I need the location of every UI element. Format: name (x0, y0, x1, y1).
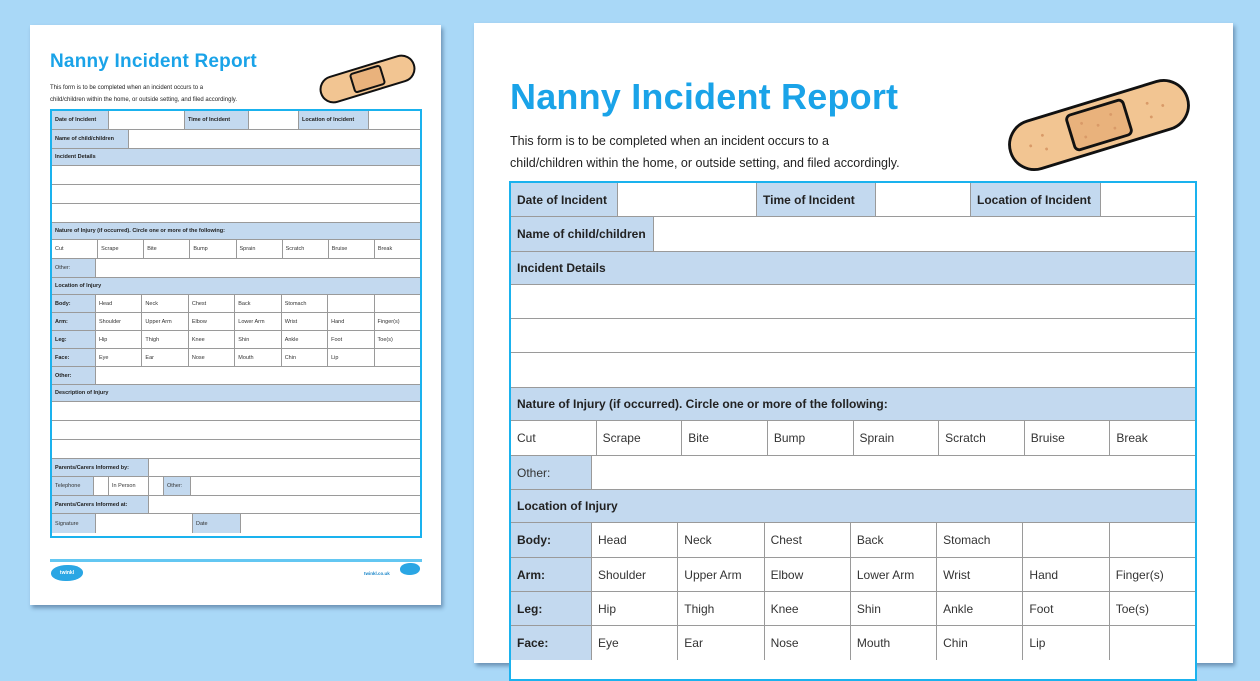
date-of-incident-field[interactable] (109, 111, 185, 129)
location-part[interactable]: Knee (765, 592, 851, 625)
location-part[interactable]: Head (592, 523, 678, 557)
location-part[interactable]: Back (851, 523, 937, 557)
nature-of-injury-header: Nature of Injury (if occurred). Circle one or more of the following: (511, 388, 1195, 420)
injury-option[interactable]: Bruise (329, 240, 375, 258)
injury-option[interactable]: Bruise (1025, 421, 1111, 455)
time-of-incident-label: Time of Incident (185, 111, 249, 129)
location-part[interactable]: Thigh (142, 331, 188, 348)
location-part[interactable]: Stomach (937, 523, 1023, 557)
location-row-label: Face: (511, 626, 592, 660)
location-other-field[interactable] (96, 367, 420, 384)
location-of-incident-label: Location of Incident (299, 111, 369, 129)
location-part[interactable]: Elbow (189, 313, 235, 330)
injury-option[interactable]: Break (377, 246, 393, 252)
location-part[interactable]: Mouth (235, 349, 281, 366)
intro-line-1: This form is to be completed when an incident occurs to a (50, 85, 204, 91)
telephone-checkbox[interactable] (94, 477, 109, 495)
location-part[interactable]: Back (235, 295, 281, 312)
plaster-icon (315, 53, 420, 105)
injury-option[interactable]: Cut (52, 240, 98, 258)
location-of-incident-field[interactable] (1101, 183, 1195, 216)
location-part[interactable]: Lower Arm (851, 558, 937, 591)
time-of-incident-field[interactable] (876, 183, 971, 216)
location-row-label: Leg: (52, 331, 96, 348)
location-part[interactable]: Hand (328, 313, 374, 330)
location-of-injury-header: Location of Injury (511, 490, 1195, 522)
incident-form (50, 109, 422, 538)
incident-details-line[interactable] (52, 204, 420, 222)
location-part[interactable]: Toe(s) (1115, 601, 1150, 616)
description-header: Description of Injury (52, 385, 420, 401)
injury-option[interactable]: Scrape (98, 240, 144, 258)
location-part[interactable]: Ankle (937, 592, 1023, 625)
location-part[interactable]: Shoulder (592, 558, 678, 591)
injury-option[interactable]: Bump (190, 240, 236, 258)
informed-at-label: Parents/Carers Informed at: (52, 496, 149, 513)
location-part[interactable]: Nose (189, 349, 235, 366)
location-part[interactable]: Finger(s) (1115, 567, 1164, 582)
location-part[interactable]: Stomach (282, 295, 328, 312)
informed-other-label: Other: (164, 477, 191, 495)
page-title: Nanny Incident Report (510, 76, 899, 117)
incident-details-line[interactable] (511, 285, 1195, 318)
location-part[interactable]: Nose (765, 626, 851, 660)
location-part[interactable]: Ear (678, 626, 764, 660)
injury-option[interactable]: Break (1116, 431, 1148, 445)
incident-details-line[interactable] (511, 319, 1195, 352)
location-part[interactable]: Thigh (678, 592, 764, 625)
location-part[interactable]: Knee (189, 331, 235, 348)
location-part[interactable]: Neck (142, 295, 188, 312)
in-person-label: In Person (109, 477, 149, 495)
description-line[interactable] (52, 421, 420, 439)
time-of-incident-field[interactable] (249, 111, 299, 129)
date-field[interactable] (241, 514, 420, 533)
location-row-label: Face: (52, 349, 96, 366)
injury-other-field[interactable] (96, 259, 420, 277)
nature-of-injury-header: Nature of Injury (if occurred). Circle one or more of the following: (52, 223, 420, 239)
location-part[interactable] (1110, 626, 1195, 660)
location-part[interactable]: Chest (189, 295, 235, 312)
in-person-checkbox[interactable] (149, 477, 164, 495)
location-of-incident-label: Location of Incident (971, 183, 1101, 216)
location-part[interactable]: Chest (765, 523, 851, 557)
location-part[interactable]: Mouth (851, 626, 937, 660)
location-part[interactable] (375, 349, 420, 366)
location-part[interactable]: Shin (235, 331, 281, 348)
location-part[interactable]: Lower Arm (235, 313, 281, 330)
injury-other-label: Other: (511, 456, 592, 489)
intro-text (510, 130, 950, 174)
location-part[interactable]: Ankle (282, 331, 328, 348)
location-part[interactable]: Upper Arm (142, 313, 188, 330)
informed-other-field[interactable] (191, 477, 420, 495)
child-name-field[interactable] (654, 217, 1195, 251)
incident-details-line[interactable] (52, 166, 420, 184)
location-part[interactable]: Neck (678, 523, 764, 557)
incident-details-header: Incident Details (511, 252, 1195, 284)
time-of-incident-label: Time of Incident (757, 183, 876, 216)
date-of-incident-label: Date of Incident (511, 183, 618, 216)
injury-option[interactable]: Scratch (939, 421, 1025, 455)
injury-option[interactable]: Cut (511, 421, 597, 455)
document-preview-zoomed (474, 23, 1233, 663)
injury-option[interactable]: Sprain (237, 240, 283, 258)
location-part[interactable]: Toe(s) (377, 336, 393, 343)
location-row-label: Body: (52, 295, 96, 312)
location-part[interactable] (1110, 523, 1195, 557)
injury-other-field[interactable] (592, 456, 1195, 489)
injury-option[interactable]: Scrape (597, 421, 683, 455)
injury-option[interactable]: Bite (682, 421, 768, 455)
location-part[interactable]: Foot (328, 331, 374, 348)
plaster-icon (999, 75, 1199, 175)
intro-text (50, 82, 290, 106)
incident-details-line[interactable] (52, 185, 420, 203)
child-name-label: Name of child/children (52, 130, 129, 148)
location-of-incident-field[interactable] (369, 111, 420, 129)
location-part[interactable]: Head (96, 295, 142, 312)
location-part[interactable]: Hip (592, 592, 678, 625)
injury-option[interactable]: Bump (768, 421, 854, 455)
location-part[interactable]: Ear (142, 349, 188, 366)
location-row-label: Body: (511, 523, 592, 557)
location-other-label: Other: (52, 367, 96, 384)
location-part[interactable]: Chin (282, 349, 328, 366)
location-part[interactable]: Elbow (765, 558, 851, 591)
location-part[interactable]: Wrist (937, 558, 1023, 591)
location-part[interactable]: Lip (328, 349, 374, 366)
incident-form (509, 181, 1197, 681)
location-part[interactable] (375, 295, 420, 312)
injury-option[interactable]: Sprain (854, 421, 940, 455)
location-row-label: Leg: (511, 592, 592, 625)
informed-by-field[interactable] (149, 459, 420, 476)
location-part[interactable]: Hand (1023, 558, 1109, 591)
page-title: Nanny Incident Report (50, 51, 257, 72)
signature-field[interactable] (96, 514, 193, 533)
intro-line-1: This form is to be completed when an incident occurs to a (510, 134, 829, 148)
location-part[interactable]: Finger(s) (377, 318, 400, 325)
injury-other-label: Other: (52, 259, 96, 277)
incident-details-line[interactable] (511, 353, 1195, 387)
location-part[interactable] (328, 295, 374, 312)
twinkl-badge-icon (400, 563, 420, 575)
child-name-field[interactable] (129, 130, 420, 148)
child-name-label: Name of child/children (511, 217, 654, 251)
injury-option[interactable]: Scratch (283, 240, 329, 258)
location-part[interactable] (1023, 523, 1109, 557)
location-row-label: Arm: (511, 558, 592, 591)
document-preview-full (30, 25, 441, 605)
location-part[interactable]: Shoulder (96, 313, 142, 330)
location-part[interactable]: Shin (851, 592, 937, 625)
location-part[interactable]: Foot (1023, 592, 1109, 625)
twinkl-logo-icon: twinkl (51, 565, 83, 581)
location-row-label: Arm: (52, 313, 96, 330)
location-part[interactable]: Lip (1023, 626, 1109, 660)
intro-line-2: child/children within the home, or outside setting, and filed accordingly. (510, 156, 900, 170)
description-line[interactable] (52, 402, 420, 420)
location-part[interactable]: Chin (937, 626, 1023, 660)
date-of-incident-label: Date of Incident (52, 111, 109, 129)
location-part[interactable]: Hip (96, 331, 142, 348)
location-part[interactable]: Wrist (282, 313, 328, 330)
informed-at-field[interactable] (149, 496, 420, 513)
location-of-injury-header: Location of Injury (52, 278, 420, 294)
description-line[interactable] (52, 440, 420, 458)
informed-by-label: Parents/Carers Informed by: (52, 459, 149, 476)
date-label: Date (193, 514, 241, 533)
location-part[interactable]: Eye (592, 626, 678, 660)
intro-line-2: child/children within the home, or outside setting, and filed accordingly. (50, 97, 237, 103)
location-part[interactable]: Upper Arm (678, 558, 764, 591)
footer-divider (50, 559, 422, 562)
telephone-label: Telephone (52, 477, 94, 495)
footer-url: twinkl.co.uk (364, 571, 390, 576)
injury-option[interactable]: Bite (144, 240, 190, 258)
location-part[interactable]: Eye (96, 349, 142, 366)
date-of-incident-field[interactable] (618, 183, 757, 216)
signature-label: Signature (52, 514, 96, 533)
incident-details-header: Incident Details (52, 149, 420, 165)
